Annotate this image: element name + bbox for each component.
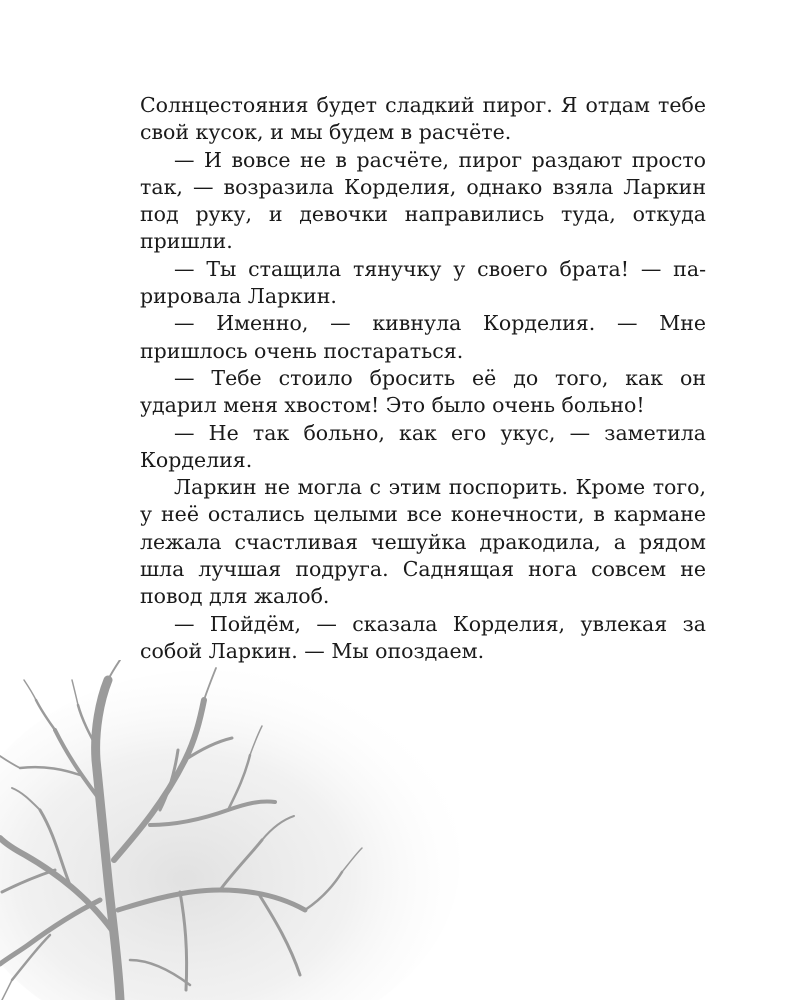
tree-branches-illustration — [0, 660, 460, 1000]
paragraph: Солнцестояния будет сладкий пирог. Я отдам тебе свой кусок, и мы будем в расчёте. — [140, 93, 706, 145]
watercolor-wash — [0, 670, 460, 1000]
paragraph: Ларкин не могла с этим поспорить. Кроме того, у неё остались целыми все конечности, в кармане лежала счастливая чешуйка дракодила, а рядом шла лучшая подруга. Саднящая нога совсем не повод для жалоб. — [140, 475, 706, 609]
paragraph: — Ты стащила тянучку у своего брата! — парировала Ларкин. — [140, 256, 706, 309]
paragraph: — Не так больно, как его укус, — заметила Корделия. — [140, 420, 706, 472]
paragraph: — Именно, — кивнула Корделия. — Мне пришлось очень постараться. — [140, 311, 706, 363]
paragraph: — Тебе стоило бросить её до того, как он ударил меня хвостом! Это было очень больно! — [140, 365, 706, 418]
paragraph: — Пойдём, — сказала Корделия, увлекая за собой Ларкин. — Мы опоздаем. — [140, 611, 706, 663]
body-text — [140, 92, 706, 665]
paragraph: — И вовсе не в расчёте, пирог раздают просто так, — возразила Корделия, однако взяла Ларкин под руку, и девочки направились туда, откуда пришли. — [140, 147, 706, 254]
